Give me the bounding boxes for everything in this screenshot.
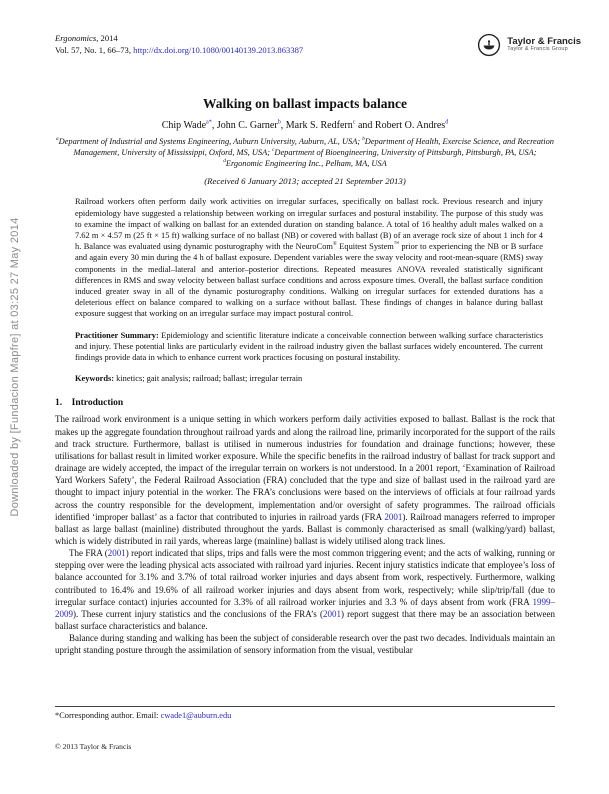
text-segment: ) report indicated that slips, trips and falls were the most common triggering event; and the acts of walking, running or stepping over were the leading physical acts associated with railroad yard injuries. Recent injury statistics indicate that employee’s loss of balance accounted for 3.1% and 3.7% of total railroad worker injuries and days absent from work, respectively. Furthermore, walking contributed to 16.4% and 19.6% of all railroad worker injuries and days absent from work, respectively; while slip/trip/fall (due to irregular surface contact) injuries accounted for 3.3% of all railroad worker injuries and 3.3 % of days absent from work (FRA [55, 548, 555, 607]
text-segment: a [56, 136, 59, 143]
text-segment: ) report suggest that there may be an association between ballast surface characteristics and balance. [55, 608, 555, 632]
abstract-block [75, 196, 543, 384]
citation-link-fra-2001[interactable]: 2001 [384, 511, 403, 522]
text-segment: The railroad work environment is a unique setting in which workers perform daily activities exposed to ballast. Ballast is the rock that makes up the aggregate foundation throughout railroad yards and along the railroad line, primarily incorporated for the support of the rails and track structure. Furthermore, ballast is utilised in numerous industries for foundation and drainage functions; however, these utilisations for ballast result in limited worker exposure. While the specific benefits in the railroad industry of ballast for track support and drainage are widely accepted, the impact of the irregular terrain on workers is not understood. In a 2001 report, ‘Examination of Railroad Yard Workers Safety’, the Federal Railroad Association (FRA) concluded that the type and size of ballast used in the railroad yard are thought to impact injury potential in the worker. The FRA’s conclusions were based on the interviews of officials at four railroad yards across the country responsible for the development, implementation and/or oversight of safety programmes. The railroad officials identified ‘improper ballast’ as a factor that contributed to injuries in railroad yards (FRA [55, 414, 555, 522]
text-segment: and Robert O. Andres [355, 120, 446, 131]
text-segment: The FRA ( [69, 548, 108, 559]
logo-text [507, 37, 581, 53]
citation-link-fra-2001[interactable]: 2001 [107, 548, 126, 559]
citation-link-fra-2001[interactable]: 2001 [322, 608, 341, 619]
received-accepted-line: (Received 6 January 2013; accepted 21 September 2013) [204, 176, 406, 187]
text-segment: Department of Industrial and Systems Engineering, Auburn University, Auburn, AL, USA; [58, 137, 363, 146]
intro-paragraph-1 [55, 413, 555, 547]
footnote-block [55, 706, 555, 751]
author-list [55, 120, 555, 131]
text-segment: *Corresponding author. Email: [55, 711, 161, 720]
author-affiliation-sup-a[interactable]: a* [206, 118, 212, 126]
tf-lamp-icon [477, 33, 501, 57]
introduction-body [55, 413, 555, 656]
text-segment: b [362, 136, 365, 143]
text-segment: prior to experiencing the NB or B surface and again every 30 min during the 4 h of ballast exposure. Dependent variables were the sway velocity and root-mean-square (RMS) sway components in the medial–lateral and anterior–posterior directions. Repeated measures ANOVA revealed statistically significant differences in RMS and sway velocity between ballast surface conditions and across exposure times. Overall, the ballast surface condition induced greater sway in all of the dynamic posturography conditions. Walking on irregular surfaces for extended durations has a deleterious effect on balance compared to walking on a surface without ballast. These findings of changes in balance during ballast exposure suggest that working on an irregular surface may impact postural control. [75, 242, 543, 319]
text-segment: ). Railroad managers referred to improper ballast as large ballast (mainline) distributed throughout the yards. Ballast is commonly characterised as small (walking/yard) ballast, which is widely distributed in rail yards, whereas large (mainline) ballast is widely utilised along track lines. [55, 511, 555, 546]
text-segment: Epidemiology and scientific literature indicate a conceivable connection between walking surface characteristics and injury. These potential links are particularly evident in the railroad industry given the ballast surfaces widely encountered. The current findings provide data in which to enhance current work practices focusing on postural instability. [75, 330, 543, 363]
text-segment: c [272, 147, 275, 153]
text-segment: Equitest System [336, 242, 394, 252]
keywords-line [75, 373, 543, 384]
footnote-rule [55, 706, 555, 707]
text-segment: , John C. Garner [211, 120, 278, 131]
text-segment: Department of Bioengineering, University of Pittsburgh, Pittsburgh, PA, USA; [274, 147, 537, 157]
text-segment: ). These current injury statistics and the conclusions of the FRA’s ( [73, 608, 323, 619]
intro-paragraph-2 [55, 547, 555, 632]
text-segment: Chip Wade [161, 120, 207, 131]
text-segment: Keywords: [75, 374, 115, 384]
text-segment: , Mark S. Redfern [280, 120, 353, 131]
download-watermark: Downloaded by [Fundacion Mapfre] at 03:25 27 May 2014 [9, 217, 21, 517]
doi-link[interactable]: http://dx.doi.org/10.1080/00140139.2013.863387 [133, 44, 304, 55]
affiliations [55, 137, 555, 169]
journal-name: Ergonomics [55, 33, 97, 43]
section-heading-introduction: 1. Introduction [55, 398, 124, 409]
author-affiliation-sup-c[interactable]: c [352, 118, 356, 126]
corresponding-author-note [55, 711, 555, 720]
text-segment: Balance during standing and walking has been the subject of considerable research over the past two decades. Individuals maintain an upright standing posture through the assimilation of sensory information from the visual, vestibular [55, 633, 555, 656]
volume-info: Vol. 57, No. 1, 66–73, [55, 44, 134, 55]
text-segment: Ergonomic Engineering Inc., Pelham, MA, USA [225, 158, 387, 168]
logo-group: Taylor & Francis Group [507, 46, 568, 53]
author-affiliation-sup-b[interactable]: b [277, 118, 281, 126]
abstract-paragraph [75, 196, 543, 319]
article-main-column [55, 96, 555, 657]
logo-name: Taylor & Francis [507, 36, 581, 48]
text-segment: Railroad workers often perform daily work activities on irregular surfaces, specifically on ballast rock. Previous research and injury epidemiology have suggested a relationship between working on irregular surfaces and postural instability. The purpose of this study was to examine the impact of walking on ballast for an extended duration on standing balance. A total of 16 healthy adult males walked on a 7.62 m × 4.57 m (25 ft × 15 ft) walking surface of no ballast (NB) or covered with ballast (B) of an average rock size of about 1 inch for 4 h. Balance was evaluated using dynamic posturography with the NeuroCom [75, 197, 543, 252]
citation-link-fra-1999-2009[interactable]: 1999–2009 [55, 596, 555, 619]
text-segment: ™ [393, 241, 399, 248]
text-segment: Department of Health, Exercise Science, and Recreation Management, University of Mississippi, Oxford, MS, USA; [73, 137, 554, 157]
text-segment: d [223, 157, 226, 164]
taylor-francis-logo [477, 33, 581, 57]
article-title: Walking on ballast impacts balance [202, 96, 408, 111]
journal-year: , 2014 [96, 33, 118, 43]
text-segment: kinetics; gait analysis; railroad; ballast; irregular terrain [114, 374, 303, 384]
text-segment: Practitioner Summary: [75, 330, 159, 340]
practitioner-summary [75, 330, 543, 364]
intro-paragraph-3 [55, 632, 555, 656]
corresponding-author-email-link[interactable]: cwade1@auburn.edu [160, 711, 232, 720]
copyright-line: © 2013 Taylor & Francis [55, 742, 132, 751]
author-affiliation-sup-d[interactable]: d [445, 118, 449, 126]
text-segment: ® [332, 241, 337, 248]
